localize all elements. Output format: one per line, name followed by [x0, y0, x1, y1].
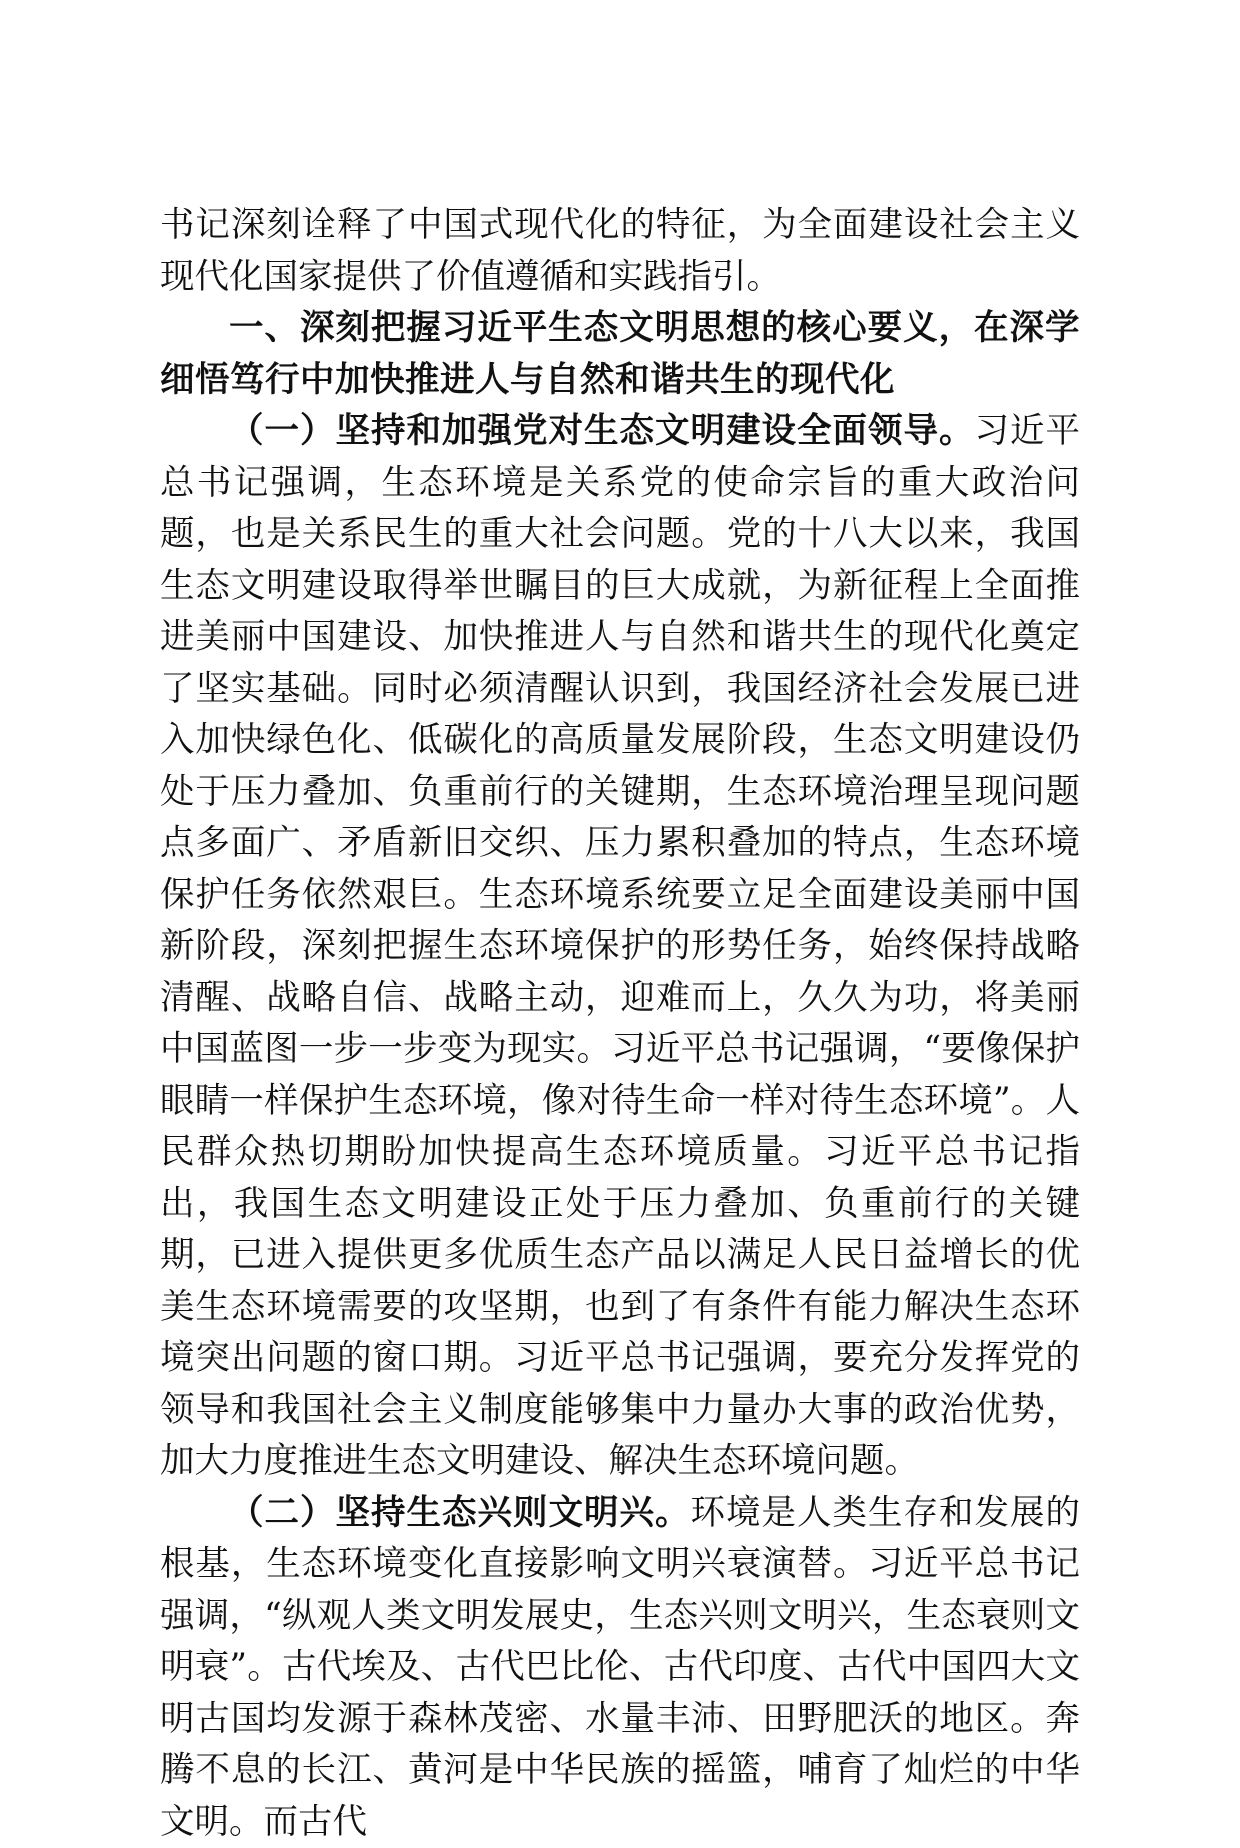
document-body	[160, 200, 1080, 1848]
subsection-body-2: 环境是人类生存和发展的根基，生态环境变化直接影响文明兴衰演替。习近平总书记强调，“纵观人类文明发展史，生态兴则文明兴，生态衰则文明衰”。古代埃及、古代巴比伦、古代印度、古代中国四大文明古国均发源于森林茂密、水量丰沛、田野肥沃的地区。奔腾不息的长江、黄河是中华民族的摇篮，哺育了灿烂的中华文明。而古代	[160, 1493, 1080, 1842]
section-heading: 一、深刻把握习近平生态文明思想的核心要义，在深学细悟笃行中加快推进人与自然和谐共生的现代化	[160, 303, 1080, 406]
paragraph-subsection-2	[160, 1488, 1080, 1848]
paragraph-subsection-1	[160, 406, 1080, 1488]
subsection-title-2: （二）坚持生态兴则文明兴。	[229, 1493, 691, 1533]
subsection-title-1: （一）坚持和加强党对生态文明建设全面领导。	[229, 411, 975, 451]
subsection-body-1: 习近平总书记强调，生态环境是关系党的使命宗旨的重大政治问题，也是关系民生的重大社会问题。党的十八大以来，我国生态文明建设取得举世瞩目的巨大成就，为新征程上全面推进美丽中国建设、加快推进人与自然和谐共生的现代化奠定了坚实基础。同时必须清醒认识到，我国经济社会发展已进入加快绿色化、低碳化的高质量发展阶段，生态文明建设仍处于压力叠加、负重前行的关键期，生态环境治理呈现问题点多面广、矛盾新旧交织、压力累积叠加的特点，生态环境保护任务依然艰巨。生态环境系统要立足全面建设美丽中国新阶段，深刻把握生态环境保护的形势任务，始终保持战略清醒、战略自信、战略主动，迎难而上，久久为功，将美丽中国蓝图一步一步变为现实。习近平总书记强调，“要像保护眼睛一样保护生态环境，像对待生命一样对待生态环境”。人民群众热切期盼加快提高生态环境质量。习近平总书记指出，我国生态文明建设正处于压力叠加、负重前行的关键期，已进入提供更多优质生态产品以满足人民日益增长的优美生态环境需要的攻坚期，也到了有条件有能力解决生态环境突出问题的窗口期。习近平总书记强调，要充分发挥党的领导和我国社会主义制度能够集中力量办大事的政治优势，加大力度推进生态文明建设、解决生态环境问题。	[160, 411, 1080, 1481]
intro-paragraph: 书记深刻诠释了中国式现代化的特征，为全面建设社会主义现代化国家提供了价值遵循和实践指引。	[160, 200, 1080, 303]
